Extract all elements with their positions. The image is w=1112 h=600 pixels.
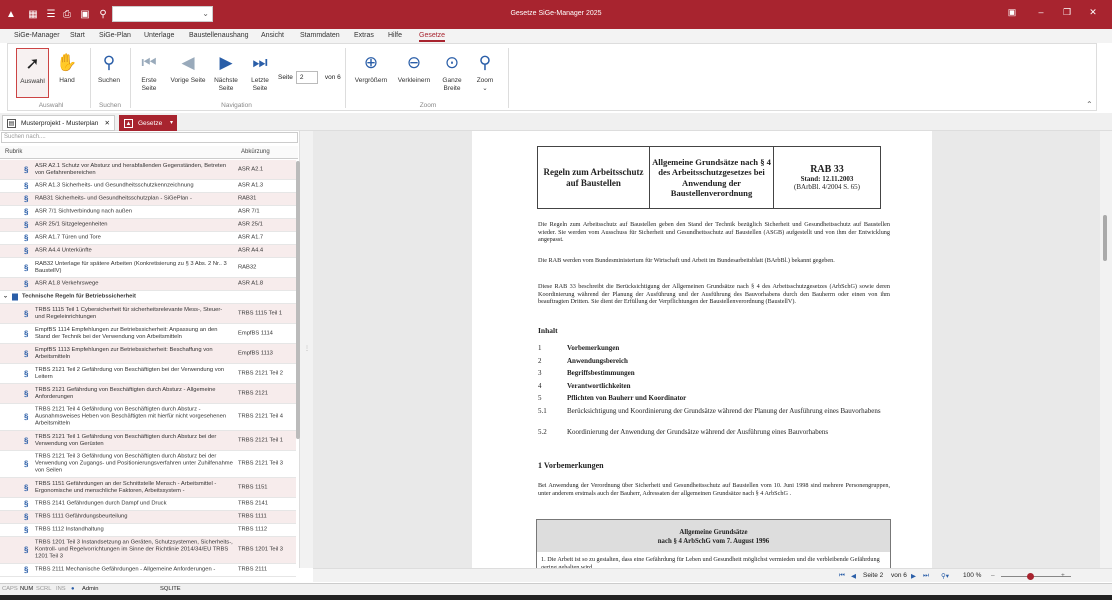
zoom-dropdown-button[interactable]: ⚲ Zoom ⌄ bbox=[470, 52, 500, 93]
row-abbreviation: TRBS 2121 Teil 2 bbox=[238, 370, 284, 376]
num-indicator: NUM bbox=[20, 586, 34, 592]
divider bbox=[130, 48, 131, 108]
splitter[interactable]: ⋮ bbox=[300, 131, 313, 568]
menu-bar bbox=[0, 29, 1112, 43]
row-label: ASR A1.3 Sicherheits- und Gesundheitsschutzkennzeichnung bbox=[35, 182, 194, 189]
row-abbreviation: RAB32 bbox=[238, 264, 257, 270]
row-abbreviation: ASR 7/1 bbox=[238, 208, 260, 215]
group-label-navigation: Navigation bbox=[221, 102, 252, 109]
menu-start[interactable]: Start bbox=[70, 32, 85, 39]
paragraph-icon: § bbox=[24, 246, 29, 256]
tree-row[interactable] bbox=[0, 193, 296, 206]
tree-group-row[interactable] bbox=[0, 291, 296, 304]
previous-page-icon: ◀ bbox=[181, 53, 195, 72]
group-label-suchen: Suchen bbox=[98, 102, 122, 109]
row-label: TRBS 1111 Gefährdungsbeurteilung bbox=[35, 513, 128, 520]
tree-row[interactable] bbox=[0, 160, 296, 180]
row-label: RAB31 Sicherheits- und Gesundheitsschutzplan - SiGePlan - bbox=[35, 195, 192, 202]
tree-row[interactable] bbox=[0, 364, 296, 384]
tree-row[interactable] bbox=[0, 384, 296, 404]
row-label: TRBS 1115 Teil 1 Cybersicherheit für sicherheitsrelevante Mess-, Steuer- und Regeleinrichtungen bbox=[35, 306, 223, 320]
menu-ansicht[interactable]: Ansicht bbox=[261, 32, 284, 39]
row-abbreviation: ASR 25/1 bbox=[238, 221, 263, 228]
law-book-icon: ▲ bbox=[125, 121, 132, 127]
paragraph-icon: § bbox=[24, 545, 29, 555]
tree-row[interactable] bbox=[0, 180, 296, 193]
group-label-auswahl: Auswahl bbox=[38, 102, 64, 109]
previous-page-button[interactable]: ◀ Vorige Seite bbox=[170, 53, 206, 84]
heading-inhalt: Inhalt bbox=[538, 326, 558, 335]
chevron-down-icon[interactable]: ⌄ bbox=[202, 9, 209, 18]
hand-button[interactable]: ✋ Hand bbox=[56, 53, 78, 84]
folder-icon bbox=[12, 294, 18, 301]
box-text: 1. Die Arbeit ist so zu gestalten, dass eine Gefährdung für Leben und Gesundheit möglichst vermieden und die verbleibende Gefährdung bbox=[541, 556, 880, 563]
row-abbreviation: ASR A4.4 bbox=[238, 247, 264, 254]
tree-row[interactable] bbox=[0, 278, 296, 291]
document-header-table bbox=[537, 146, 881, 209]
auswahl-button[interactable]: ➚ Auswahl bbox=[16, 48, 49, 98]
toc-number: 2 bbox=[538, 356, 542, 365]
paragraph-icon: § bbox=[24, 525, 29, 535]
tree-row[interactable] bbox=[0, 478, 296, 498]
row-abbreviation: TRBS 2121 Teil 4 bbox=[238, 413, 284, 420]
document-tabs bbox=[0, 113, 1112, 131]
paragraph-icon: § bbox=[24, 459, 29, 469]
row-abbreviation: TRBS 1115 Teil 1 bbox=[238, 310, 283, 316]
page-label: Seite bbox=[278, 74, 293, 82]
page-number-input[interactable]: 2 bbox=[296, 71, 318, 84]
row-label: TRBS 1151 Gefährdungen an der Schnittstelle Mensch - Arbeitsmittel - Ergonomische und menschliche Faktoren, Arbeitssystem - bbox=[35, 480, 217, 494]
status-bar bbox=[0, 583, 1112, 595]
row-abbreviation: TRBS 2111 bbox=[238, 566, 268, 573]
divider bbox=[345, 48, 346, 108]
row-label: TRBS 1201 Teil 3 Instandsetzung an Geräten, Schutzsystemen, Sicherheits-, Kontroll- und Regelvorrichtungen im Sinne der Richtlinie 2014/34/EU TRBS 1201 Teil 3 bbox=[35, 539, 233, 560]
close-tab-icon[interactable]: ✕ bbox=[104, 120, 110, 127]
menu-stammdaten[interactable]: Stammdaten bbox=[300, 32, 340, 39]
section-heading: 1 Vorbemerkungen bbox=[538, 461, 604, 470]
law-tree-panel bbox=[0, 131, 300, 575]
paragraph-icon: § bbox=[24, 565, 29, 575]
paragraph-icon: § bbox=[24, 263, 29, 272]
toc-title: Pflichten von Bauherr und Koordinator bbox=[567, 394, 687, 402]
paragraph-icon: § bbox=[24, 369, 29, 378]
menu-sige-manager[interactable]: SiGe-Manager bbox=[14, 32, 60, 39]
divider bbox=[508, 48, 509, 108]
list-icon[interactable]: ☰ bbox=[46, 8, 56, 20]
project-icon: ▤ bbox=[8, 121, 15, 127]
database-type: SQLITE bbox=[160, 586, 181, 592]
menu-gesetze[interactable]: Gesetze bbox=[419, 32, 445, 42]
toc-number: 3 bbox=[538, 369, 542, 377]
row-label: TRBS 2121 Teil 2 Gefährdung von Beschäftigten bei der Verwendung von Leitern bbox=[35, 366, 225, 380]
paragraph-icon: § bbox=[24, 436, 29, 445]
tree-rows bbox=[0, 160, 296, 577]
row-abbreviation: TRBS 1112 bbox=[238, 526, 268, 533]
tree-row[interactable] bbox=[0, 564, 296, 577]
user-icon: ● bbox=[71, 586, 75, 592]
header-cell-left: Regeln zum Arbeitsschutz auf Baustellen bbox=[538, 147, 650, 208]
document-vertical-scrollbar[interactable] bbox=[1100, 131, 1112, 568]
ribbon bbox=[7, 43, 1097, 111]
caps-indicator: CAPS bbox=[2, 586, 18, 592]
paragraph-icon: § bbox=[24, 181, 29, 191]
tree-row[interactable] bbox=[0, 404, 296, 431]
paragraph-icon: § bbox=[24, 165, 29, 174]
row-label: EmpfBS 1113 Empfehlungen zur Betriebssicherheit: Beschaffung von Arbeitsmitteln bbox=[35, 346, 213, 360]
paragraph-icon: § bbox=[24, 207, 29, 217]
tree-row[interactable] bbox=[0, 206, 296, 219]
tree-row[interactable] bbox=[0, 498, 296, 511]
row-label: RAB32 Unterlage für spätere Arbeiten (Konkretisierung zu § 3 Abs. 2 Nr.. 3 BaustellV) bbox=[35, 260, 227, 274]
row-abbreviation: ASR A2.1 bbox=[238, 166, 264, 172]
magnifier-icon: ⚲ bbox=[478, 53, 492, 72]
window-title: Gesetze SiGe-Manager 2025 bbox=[510, 10, 602, 17]
paragraph-icon: § bbox=[24, 309, 29, 318]
menu-extras[interactable]: Extras bbox=[354, 32, 374, 39]
toc-number: 1 bbox=[538, 344, 542, 352]
box-heading: Allgemeine Grundsätze nach § 4 ArbSchG vom 7. August 1996 bbox=[537, 520, 890, 552]
row-label: TRBS 2121 Teil 4 Gefährdung von Beschäftigten durch Absturz - Ausnahmsweises Heben von Beschäftigten mit hierfür nicht vorgesehenen Arbeitsmitteln bbox=[35, 406, 227, 427]
first-page-icon[interactable]: ⏮ bbox=[839, 572, 845, 579]
tree-row[interactable] bbox=[0, 511, 296, 524]
row-abbreviation: ASR A1.8 bbox=[238, 280, 264, 287]
row-label: ASR 25/1 Sitzgelegenheiten bbox=[35, 221, 108, 228]
zoom-out-icon[interactable]: – bbox=[991, 572, 995, 579]
tree-row[interactable] bbox=[0, 304, 296, 324]
row-abbreviation: TRBS 1201 Teil 3 bbox=[238, 546, 284, 553]
toc-title: Koordinierung der Anwendung der Grundsätze während der Ausführung eines Bauvorhabens bbox=[567, 427, 829, 436]
scroll-thumb[interactable] bbox=[1103, 215, 1107, 261]
menu-sige-plan[interactable]: SiGe-Plan bbox=[99, 32, 131, 39]
row-label: TRBS 2121 Teil 3 Gefährdung von Beschäftigten durch Absturz bei der Verwendung von Zugangs- und Positionierungsverfahren unter Zuhilfenahme von Seilen bbox=[35, 453, 233, 474]
page-total: von 6 bbox=[891, 572, 907, 579]
tree-row[interactable] bbox=[0, 451, 296, 478]
row-label: TRBS 2111 Mechanische Gefährdungen - Allgemeine Anforderungen - bbox=[35, 566, 216, 573]
row-label: ASR 7/1 Sichtverbindung nach außen bbox=[35, 208, 132, 215]
row-abbreviation: TRBS 2121 bbox=[238, 390, 268, 396]
hand-icon: ✋ bbox=[56, 53, 78, 72]
search-icon: ⚲ bbox=[102, 53, 116, 72]
previous-page-icon[interactable]: ◀ bbox=[851, 573, 856, 580]
tree-row[interactable] bbox=[0, 324, 296, 344]
row-label: Technische Regeln für Betriebssicherheit bbox=[22, 293, 136, 300]
scroll-indicator: SCRL bbox=[36, 586, 52, 592]
paragraph-icon: § bbox=[24, 389, 29, 398]
row-label: ASR A2.1 Schutz vor Absturz und herabfallenden Gegenständen, Betreten von Gefahrenbereichen bbox=[35, 162, 227, 176]
toc-number: 5.1 bbox=[538, 406, 547, 415]
group-label-zoom: Zoom bbox=[419, 102, 437, 109]
row-abbreviation: RAB31 bbox=[238, 195, 257, 202]
next-page-icon[interactable]: ▶ bbox=[911, 573, 916, 580]
fit-width-button[interactable]: ⊙ Ganze Breite bbox=[442, 53, 462, 92]
zoom-level: 100 % bbox=[963, 572, 982, 579]
zoom-in-icon: ⊕ bbox=[363, 53, 379, 72]
tree-row[interactable] bbox=[0, 344, 296, 364]
paragraph-icon: § bbox=[24, 220, 29, 230]
header-cell-middle: Allgemeine Grundsätze nach § 4 des Arbeitsschutzgesetzes bei Anwendung der Baustellenverordnung bbox=[650, 147, 774, 208]
row-abbreviation: EmpfBS 1114 bbox=[238, 330, 273, 336]
fit-width-icon: ⊙ bbox=[444, 53, 460, 72]
tab-gesetze[interactable]: ▲ Gesetze ▾ bbox=[119, 115, 177, 131]
toc-title: Begriffsbestimmungen bbox=[567, 369, 635, 377]
last-page-icon: ⏭ bbox=[252, 53, 268, 72]
row-abbreviation: ASR A1.7 bbox=[238, 234, 264, 241]
tree-row[interactable] bbox=[0, 245, 296, 258]
menu-unterlage[interactable]: Unterlage bbox=[144, 32, 175, 39]
page-indicator: Seite 2 bbox=[863, 572, 884, 579]
first-page-icon: ⏮ bbox=[141, 53, 157, 72]
last-page-button[interactable]: ⏭ Letzte Seite bbox=[245, 52, 275, 93]
toc-title: Verantwortlichkeiten bbox=[567, 381, 631, 390]
title-bar bbox=[0, 0, 1112, 29]
minimize-icon[interactable]: – bbox=[1038, 7, 1044, 17]
toc-title: Berücksichtigung und Koordinierung der Grundsätze während der Planung der Ausführung eines Bauvorhabens bbox=[567, 406, 881, 415]
tree-row[interactable] bbox=[0, 524, 296, 537]
document-horizontal-scrollbar[interactable] bbox=[313, 568, 837, 582]
save-icon[interactable]: ▦ bbox=[28, 8, 38, 20]
paragraph-icon: § bbox=[24, 499, 29, 509]
paragraph-icon: § bbox=[24, 349, 29, 358]
disk-icon[interactable]: ▣ bbox=[80, 8, 90, 20]
collapse-ribbon-icon[interactable]: ⌃ bbox=[1086, 100, 1093, 109]
toc-number: 5.2 bbox=[538, 427, 547, 436]
paragraph-icon: § bbox=[24, 483, 29, 492]
paragraph: Bei Anwendung der Verordnung über Sicherheit und Gesundheitsschutz auf Baustellen vom 10. Juni 1998 sind mehrere Personengruppen, unter anderem erstmals auch der Bauherr, Adressaten der allgemeinen Grundsätze nach § 4 ArbSchG . bbox=[538, 482, 890, 497]
paragraph: Die Regeln zum Arbeitsschutz auf Baustellen geben den Stand der Technik bezüglich Sicherheit und Gesundheitsschutz auf Baustellen wieder. Sie werden vom Ausschuss für Sicherheit und Gesundheitsschutz auf Baustellen (ASGB) aufgestellt und von ihm der Entwicklung angepasst. bbox=[538, 221, 890, 244]
page-selector bbox=[278, 71, 341, 84]
page-count: von 6 bbox=[324, 74, 341, 82]
search-icon[interactable]: ⚲ bbox=[99, 8, 107, 20]
row-abbreviation: TRBS 2121 Teil 3 bbox=[238, 460, 284, 467]
row-label: TRBS 2141 Gefährdungen durch Dampf und Druck bbox=[35, 500, 167, 507]
row-label: EmpfBS 1114 Empfehlungen zur Betriebssicherheit: Anpassung an den Stand der Technik bei der Verwendung von Arbeitsmitteln bbox=[35, 326, 218, 340]
tree-row[interactable] bbox=[0, 219, 296, 232]
next-page-button[interactable]: ▶ Nächste Seite bbox=[214, 53, 238, 92]
row-abbreviation: TRBS 2141 bbox=[238, 500, 268, 507]
zoom-in-button[interactable]: ⊕ Vergrößern bbox=[354, 53, 388, 84]
row-label: TRBS 2121 Gefährdung von Beschäftigten durch Absturz - Allgemeine Anforderungen bbox=[35, 386, 216, 400]
paragraph-icon: § bbox=[24, 194, 29, 204]
row-abbreviation: TRBS 1111 bbox=[238, 513, 267, 520]
row-abbreviation: EmpfBS 1113 bbox=[238, 350, 273, 356]
row-abbreviation: TRBS 1151 bbox=[238, 484, 268, 490]
paragraph-icon: § bbox=[24, 412, 29, 422]
row-label: ASR A4.4 Unterkünfte bbox=[35, 247, 92, 254]
row-label: ASR A1.8 Verkehrswege bbox=[35, 280, 99, 287]
menu-baustellenaushang[interactable]: Baustellenaushang bbox=[189, 32, 249, 39]
paragraph-icon: § bbox=[24, 512, 29, 522]
taskbar-strip bbox=[0, 595, 1112, 600]
chevron-down-icon: ⌄ bbox=[482, 85, 488, 92]
row-label: ASR A1.7 Türen und Tore bbox=[35, 234, 101, 241]
restore-layout-icon[interactable]: ▣ bbox=[1007, 7, 1017, 17]
document-page bbox=[472, 131, 932, 568]
insert-indicator: INS bbox=[56, 586, 66, 592]
paragraph: Die RAB werden vom Bundesministerium für Wirtschaft und Arbeit im Bundesarbeitsblatt (BArbBl.) bekannt gegeben. bbox=[538, 257, 835, 264]
paragraph-icon: § bbox=[24, 279, 29, 289]
print-icon[interactable]: ⎙ bbox=[63, 8, 71, 20]
paragraph-icon: § bbox=[24, 233, 29, 243]
tree-row[interactable] bbox=[0, 232, 296, 245]
row-label: TRBS 1112 Instandhaltung bbox=[35, 526, 104, 533]
row-abbreviation: ASR A1.3 bbox=[238, 182, 264, 189]
last-page-icon[interactable]: ⏭ bbox=[923, 572, 929, 579]
tree-row[interactable] bbox=[0, 431, 296, 451]
toc-title: Anwendungsbereich bbox=[567, 356, 628, 365]
toc-number: 4 bbox=[538, 381, 542, 390]
suchen-button[interactable]: ⚲ Suchen bbox=[97, 53, 121, 84]
user-name: Admin bbox=[82, 586, 99, 592]
first-page-button[interactable]: ⏮ Erste Seite bbox=[134, 52, 164, 93]
paragraph-icon: § bbox=[24, 329, 29, 338]
column-header-abkuerzung[interactable]: Abkürzung bbox=[241, 149, 270, 155]
paragraph: Diese RAB 33 beschreibt die Berücksichtigung der Allgemeinen Grundsätze nach § 4 des Arbeitsschutzgesetzes (ArbSchG) sowie deren Koordinierung während der Planung der Ausführung und der Ausführung des Bauvorhabens durch den Bauherrn oder einen von ihm beauftragten Dritten. Sie dient der Erfüllung der Verpflichtungen der Baustellenverordnung (BaustellV). bbox=[538, 283, 890, 306]
header-cell-right: RAB 33 Stand: 12.11.2003 (BArbBl. 4/2004 S. 65) bbox=[794, 164, 860, 191]
zoom-slider-handle[interactable] bbox=[1027, 573, 1034, 580]
cursor-icon: ➚ bbox=[25, 54, 40, 73]
menu-hilfe[interactable]: Hilfe bbox=[388, 32, 403, 39]
expand-chevron-icon[interactable]: ⌄ bbox=[3, 293, 9, 300]
zoom-menu-icon[interactable]: ⚲▾ bbox=[941, 573, 950, 580]
page-navigator bbox=[837, 568, 1112, 582]
row-label: TRBS 2121 Teil 1 Gefährdung von Beschäftigten durch Absturz bei der Verwendung von Gerüsten bbox=[35, 433, 217, 447]
close-icon[interactable]: ✕ bbox=[1089, 7, 1097, 17]
maximize-icon[interactable]: ❐ bbox=[1062, 7, 1072, 17]
zoom-out-icon: ⊖ bbox=[406, 53, 422, 72]
zoom-out-button[interactable]: ⊖ Verkleinern bbox=[397, 53, 431, 84]
tree-header bbox=[0, 146, 298, 159]
row-abbreviation: TRBS 2121 Teil 1 bbox=[238, 437, 284, 443]
tree-search-input[interactable]: Suchen nach.... bbox=[1, 132, 298, 143]
column-header-rubrik[interactable]: Rubrik bbox=[5, 149, 23, 155]
toc-number: 5 bbox=[538, 394, 542, 402]
tab-musterprojekt[interactable]: ▤ Musterprojekt - Musterplan ✕ bbox=[2, 115, 115, 131]
divider bbox=[90, 48, 91, 108]
tree-row[interactable] bbox=[0, 537, 296, 564]
toc-title: Vorbemerkungen bbox=[567, 344, 620, 352]
tree-row[interactable] bbox=[0, 258, 296, 278]
next-page-icon: ▶ bbox=[219, 53, 233, 72]
app-icon[interactable]: ▲ bbox=[6, 8, 16, 20]
tab-dropdown-icon[interactable]: ▾ bbox=[169, 120, 173, 126]
zoom-in-icon[interactable]: + bbox=[1061, 572, 1065, 579]
